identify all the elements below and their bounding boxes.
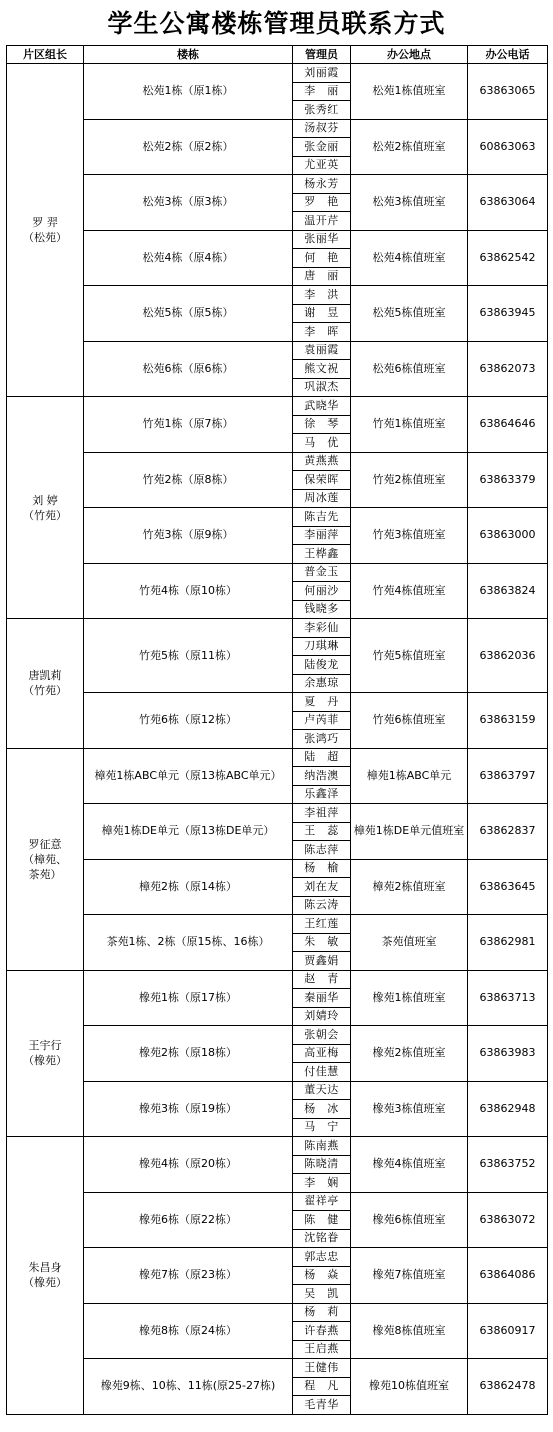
office-location-cell: 橡苑1栋值班室: [351, 970, 468, 1026]
building-name-cell: 竹苑6栋（原12栋）: [84, 693, 293, 749]
manager-name-cell: 张朝会: [293, 1026, 351, 1045]
building-name-cell: 竹苑2栋（原8栋）: [84, 452, 293, 508]
group-leader-cell: [7, 748, 84, 970]
office-phone-cell: 63864646: [468, 397, 548, 453]
header-building: 楼栋: [84, 46, 293, 64]
group-leader-line: （橡苑）: [23, 1276, 67, 1290]
office-phone-cell: 63863945: [468, 286, 548, 342]
table-row: [7, 804, 548, 823]
table-row: [7, 970, 548, 989]
office-location-cell: 松苑4栋值班室: [351, 230, 468, 286]
manager-name-cell: 李 娴: [293, 1174, 351, 1193]
manager-name-cell: 李 丽: [293, 82, 351, 101]
office-phone-cell: 63863713: [468, 970, 548, 1026]
office-phone-cell: 63863824: [468, 563, 548, 619]
group-leader-cell: [7, 64, 84, 397]
building-name-cell: 橡苑7栋（原23栋）: [84, 1248, 293, 1304]
manager-name-cell: 马 优: [293, 434, 351, 453]
office-phone-cell: 63863797: [468, 748, 548, 804]
table-row: [7, 452, 548, 471]
table-body: [7, 64, 548, 1415]
building-name-cell: 松苑2栋（原2栋）: [84, 119, 293, 175]
table-row: [7, 1081, 548, 1100]
manager-name-cell: 翟祥亭: [293, 1192, 351, 1211]
manager-name-cell: 陈南燕: [293, 1137, 351, 1156]
group-leader-line: 王宇行: [28, 1039, 62, 1053]
office-phone-cell: 63862837: [468, 804, 548, 860]
manager-name-cell: 刘婧玲: [293, 1007, 351, 1026]
table-row: [7, 563, 548, 582]
manager-name-cell: 陈晓清: [293, 1155, 351, 1174]
office-phone-cell: 63862478: [468, 1359, 548, 1415]
manager-name-cell: 李彩仙: [293, 619, 351, 638]
office-location-cell: 橡苑7栋值班室: [351, 1248, 468, 1304]
building-name-cell: 松苑5栋（原5栋）: [84, 286, 293, 342]
office-phone-cell: 63862036: [468, 619, 548, 693]
manager-name-cell: 卢芮菲: [293, 711, 351, 730]
office-phone-cell: 63863379: [468, 452, 548, 508]
manager-name-cell: 李祖萍: [293, 804, 351, 823]
office-location-cell: 橡苑8栋值班室: [351, 1303, 468, 1359]
building-name-cell: 橡苑2栋（原18栋）: [84, 1026, 293, 1082]
table-row: [7, 693, 548, 712]
building-name-cell: 橡苑6栋（原22栋）: [84, 1192, 293, 1248]
table-header-row: [7, 46, 548, 64]
office-phone-cell: 63862981: [468, 915, 548, 971]
manager-name-cell: 何丽沙: [293, 582, 351, 601]
group-leader-cell: [7, 619, 84, 749]
manager-name-cell: 李丽萍: [293, 526, 351, 545]
manager-name-cell: 刘丽霞: [293, 64, 351, 83]
manager-name-cell: 周冰莲: [293, 489, 351, 508]
office-location-cell: 松苑5栋值班室: [351, 286, 468, 342]
manager-name-cell: 徐 琴: [293, 415, 351, 434]
office-location-cell: 竹苑2栋值班室: [351, 452, 468, 508]
manager-name-cell: 尤亚英: [293, 156, 351, 175]
manager-name-cell: 杨 榆: [293, 859, 351, 878]
office-phone-cell: 63863159: [468, 693, 548, 749]
manager-name-cell: 杨永芳: [293, 175, 351, 194]
manager-name-cell: 吴 凯: [293, 1285, 351, 1304]
group-leader-cell: [7, 397, 84, 619]
table-row: [7, 119, 548, 138]
building-name-cell: 橡苑9栋、10栋、11栋(原25-27栋): [84, 1359, 293, 1415]
contact-table: [6, 45, 548, 1415]
header-office: 办公地点: [351, 46, 468, 64]
building-name-cell: 樟苑1栋DE单元（原13栋DE单元）: [84, 804, 293, 860]
office-location-cell: 橡苑4栋值班室: [351, 1137, 468, 1193]
office-phone-cell: 63862948: [468, 1081, 548, 1137]
table-row: [7, 1192, 548, 1211]
manager-name-cell: 张金丽: [293, 138, 351, 157]
building-name-cell: 橡苑4栋（原20栋）: [84, 1137, 293, 1193]
manager-name-cell: 武晓华: [293, 397, 351, 416]
office-location-cell: 松苑3栋值班室: [351, 175, 468, 231]
office-phone-cell: 63863065: [468, 64, 548, 120]
manager-name-cell: 杨 莉: [293, 1303, 351, 1322]
manager-name-cell: 陈 健: [293, 1211, 351, 1230]
manager-name-cell: 杨 冰: [293, 1100, 351, 1119]
manager-name-cell: 黄燕燕: [293, 452, 351, 471]
building-name-cell: 松苑3栋（原3栋）: [84, 175, 293, 231]
group-leader-line: （竹苑）: [23, 684, 67, 698]
office-location-cell: 竹苑4栋值班室: [351, 563, 468, 619]
office-location-cell: 樟苑1栋DE单元值班室: [351, 804, 468, 860]
office-phone-cell: 63862073: [468, 341, 548, 397]
manager-name-cell: 罗 艳: [293, 193, 351, 212]
manager-name-cell: 张鸿巧: [293, 730, 351, 749]
manager-name-cell: 秦丽华: [293, 989, 351, 1008]
table-row: [7, 1359, 548, 1378]
manager-name-cell: 温开芹: [293, 212, 351, 231]
manager-name-cell: 杨 焱: [293, 1266, 351, 1285]
manager-name-cell: 高亚梅: [293, 1044, 351, 1063]
header-phone: 办公电话: [468, 46, 548, 64]
manager-name-cell: 李 晖: [293, 323, 351, 342]
manager-name-cell: 陈吉先: [293, 508, 351, 527]
manager-name-cell: 付佳慧: [293, 1063, 351, 1082]
office-location-cell: 松苑2栋值班室: [351, 119, 468, 175]
manager-name-cell: 马 宁: [293, 1118, 351, 1137]
manager-name-cell: 熊文祝: [293, 360, 351, 379]
group-leader-line: 刘 婷: [32, 493, 58, 507]
manager-name-cell: 巩淑杰: [293, 378, 351, 397]
office-phone-cell: 63863000: [468, 508, 548, 564]
table-row: [7, 230, 548, 249]
office-location-cell: 橡苑10栋值班室: [351, 1359, 468, 1415]
manager-name-cell: 张丽华: [293, 230, 351, 249]
manager-name-cell: 夏 丹: [293, 693, 351, 712]
office-phone-cell: 63863064: [468, 175, 548, 231]
manager-name-cell: 刀琪琳: [293, 637, 351, 656]
manager-name-cell: 谢 昱: [293, 304, 351, 323]
office-phone-cell: 63863983: [468, 1026, 548, 1082]
building-name-cell: 茶苑1栋、2栋（原15栋、16栋）: [84, 915, 293, 971]
manager-name-cell: 何 艳: [293, 249, 351, 268]
manager-name-cell: 陈志萍: [293, 841, 351, 860]
manager-name-cell: 袁丽霞: [293, 341, 351, 360]
group-leader-line: （竹苑）: [23, 508, 67, 522]
table-row: [7, 397, 548, 416]
manager-name-cell: 陆 超: [293, 748, 351, 767]
manager-name-cell: 毛青华: [293, 1396, 351, 1415]
manager-name-cell: 保荣晖: [293, 471, 351, 490]
table-row: [7, 1026, 548, 1045]
manager-name-cell: 贾鑫娟: [293, 952, 351, 971]
office-location-cell: 橡苑3栋值班室: [351, 1081, 468, 1137]
office-location-cell: 茶苑值班室: [351, 915, 468, 971]
office-location-cell: 竹苑5栋值班室: [351, 619, 468, 693]
group-leader-line: （樟苑、: [23, 852, 67, 866]
table-row: [7, 341, 548, 360]
office-phone-cell: 63863645: [468, 859, 548, 915]
building-name-cell: 橡苑8栋（原24栋）: [84, 1303, 293, 1359]
office-phone-cell: 63863752: [468, 1137, 548, 1193]
group-leader-line: 罗征意: [28, 837, 62, 851]
manager-name-cell: 汤叔芬: [293, 119, 351, 138]
office-location-cell: 竹苑1栋值班室: [351, 397, 468, 453]
table-row: [7, 1248, 548, 1267]
manager-name-cell: 许春燕: [293, 1322, 351, 1341]
building-name-cell: 橡苑3栋（原19栋）: [84, 1081, 293, 1137]
building-name-cell: 橡苑1栋（原17栋）: [84, 970, 293, 1026]
table-row: [7, 915, 548, 934]
building-name-cell: 松苑4栋（原4栋）: [84, 230, 293, 286]
group-leader-line: 唐凯莉: [28, 669, 62, 683]
table-row: [7, 748, 548, 767]
table-row: [7, 175, 548, 194]
office-location-cell: 橡苑6栋值班室: [351, 1192, 468, 1248]
manager-name-cell: 赵 青: [293, 970, 351, 989]
building-name-cell: 竹苑4栋（原10栋）: [84, 563, 293, 619]
page-title: 学生公寓楼栋管理员联系方式: [107, 9, 446, 38]
office-location-cell: 松苑6栋值班室: [351, 341, 468, 397]
group-leader-line: 朱昌身: [28, 1261, 62, 1275]
table-row: [7, 1303, 548, 1322]
manager-name-cell: 张秀红: [293, 101, 351, 120]
manager-name-cell: 普金玉: [293, 563, 351, 582]
office-location-cell: 竹苑3栋值班室: [351, 508, 468, 564]
table-row: [7, 286, 548, 305]
header-manager: 管理员: [293, 46, 351, 64]
group-leader-cell: [7, 970, 84, 1137]
table-row: [7, 64, 548, 83]
office-location-cell: 樟苑1栋ABC单元: [351, 748, 468, 804]
manager-name-cell: 刘在友: [293, 878, 351, 897]
office-location-cell: 松苑1栋值班室: [351, 64, 468, 120]
office-location-cell: 橡苑2栋值班室: [351, 1026, 468, 1082]
manager-name-cell: 王启燕: [293, 1340, 351, 1359]
manager-name-cell: 纳浩澳: [293, 767, 351, 786]
table-row: [7, 1137, 548, 1156]
building-name-cell: 松苑1栋（原1栋）: [84, 64, 293, 120]
office-location-cell: 竹苑6栋值班室: [351, 693, 468, 749]
office-phone-cell: 60863063: [468, 119, 548, 175]
group-leader-line: （橡苑）: [23, 1054, 67, 1068]
building-name-cell: 松苑6栋（原6栋）: [84, 341, 293, 397]
manager-name-cell: 程 凡: [293, 1377, 351, 1396]
office-phone-cell: 63862542: [468, 230, 548, 286]
building-name-cell: 竹苑5栋（原11栋）: [84, 619, 293, 693]
group-leader-line: 罗 羿: [32, 216, 58, 229]
office-location-cell: 樟苑2栋值班室: [351, 859, 468, 915]
group-leader-line: （松苑）: [23, 231, 67, 244]
manager-name-cell: 郭志忠: [293, 1248, 351, 1267]
table-row: [7, 619, 548, 638]
office-phone-cell: 63863072: [468, 1192, 548, 1248]
building-name-cell: 竹苑1栋（原7栋）: [84, 397, 293, 453]
office-phone-cell: 63864086: [468, 1248, 548, 1304]
header-leader: 片区组长: [7, 46, 84, 64]
manager-name-cell: 乐鑫泽: [293, 785, 351, 804]
building-name-cell: 樟苑1栋ABC单元（原13栋ABC单元）: [84, 748, 293, 804]
manager-name-cell: 余惠琼: [293, 674, 351, 693]
manager-name-cell: 李 洪: [293, 286, 351, 305]
manager-name-cell: 董天达: [293, 1081, 351, 1100]
manager-name-cell: 钱晓多: [293, 600, 351, 619]
manager-name-cell: 陈云涛: [293, 896, 351, 915]
manager-name-cell: 王桦鑫: [293, 545, 351, 564]
building-name-cell: 樟苑2栋（原14栋）: [84, 859, 293, 915]
manager-name-cell: 王红莲: [293, 915, 351, 934]
manager-name-cell: 陆俊龙: [293, 656, 351, 675]
manager-name-cell: 沈铭眷: [293, 1229, 351, 1248]
table-row: [7, 508, 548, 527]
group-leader-cell: [7, 1137, 84, 1415]
office-phone-cell: 63860917: [468, 1303, 548, 1359]
manager-name-cell: 王健伟: [293, 1359, 351, 1378]
building-name-cell: 竹苑3栋（原9栋）: [84, 508, 293, 564]
manager-name-cell: 王 蕊: [293, 822, 351, 841]
group-leader-line: 茶苑）: [28, 867, 62, 881]
manager-name-cell: 朱 敏: [293, 933, 351, 952]
manager-name-cell: 唐 丽: [293, 267, 351, 286]
table-row: [7, 859, 548, 878]
